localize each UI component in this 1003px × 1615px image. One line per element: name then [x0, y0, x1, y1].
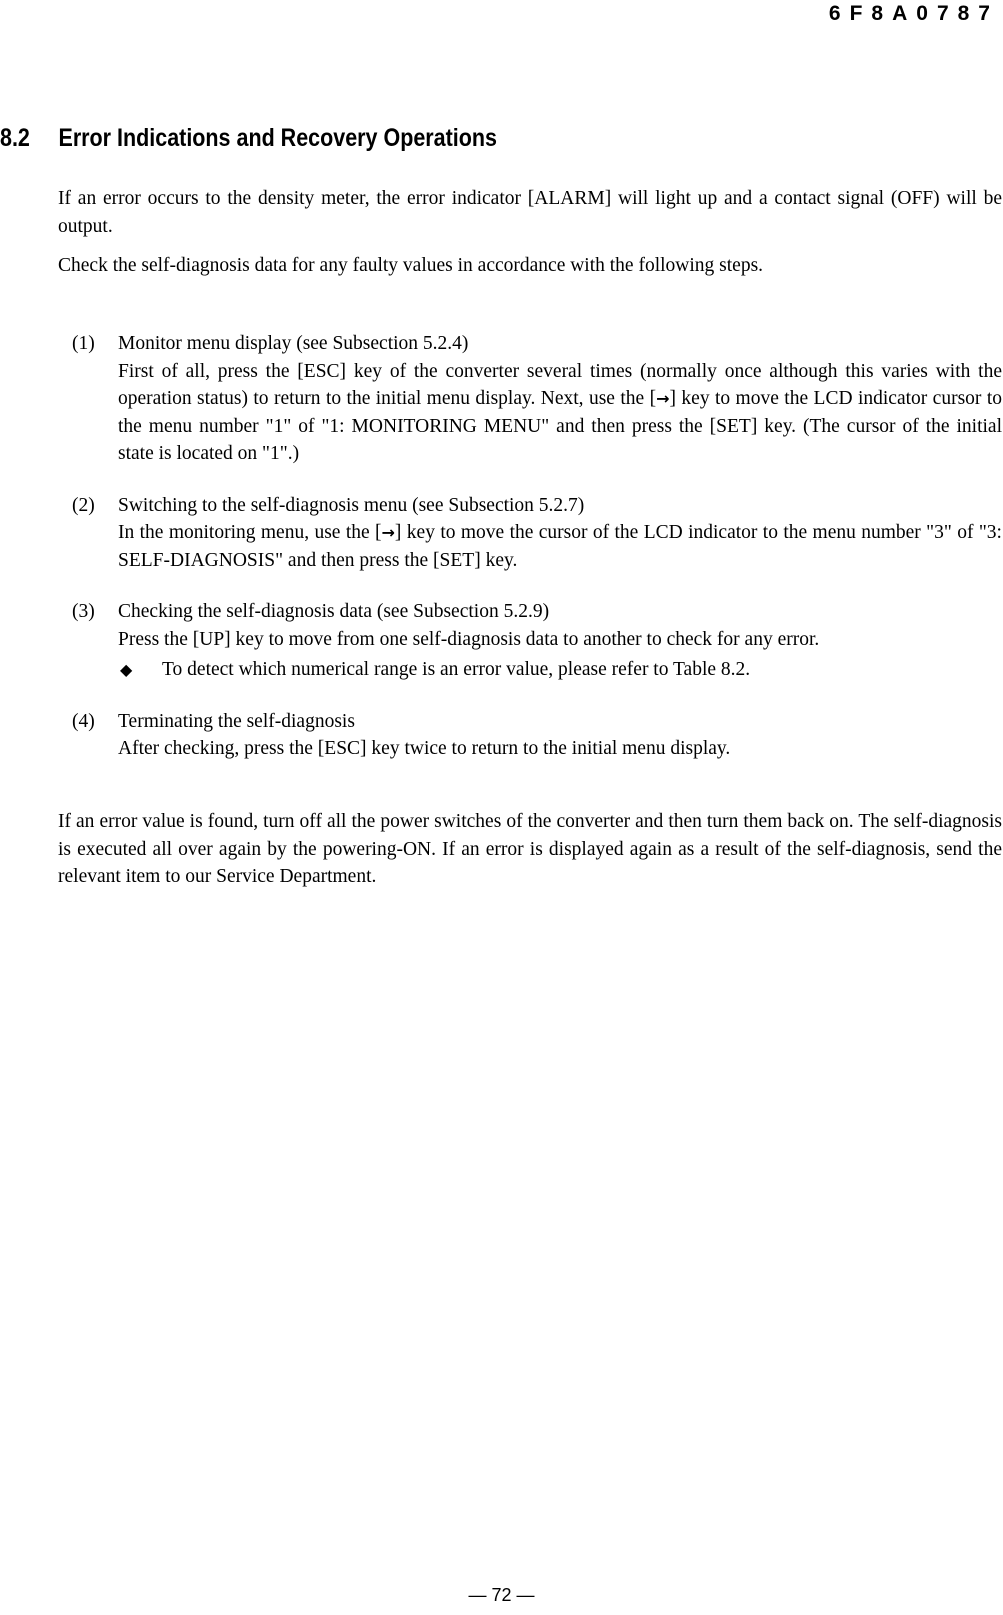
page-number: — 72 —	[468, 1585, 535, 1605]
step-2	[72, 492, 1002, 575]
step-4	[72, 708, 1002, 763]
closing-paragraph: If an error value is found, turn off all the power switches of the converter and then turn them back on. The self-diagnosis is executed all over again by the powering-ON. If an error is displayed again as a result of the self-diagnosis, send the relevant item to our Service Department.	[58, 811, 1002, 887]
step-1	[72, 330, 1002, 468]
section-heading	[0, 124, 497, 153]
step-body	[118, 519, 1002, 574]
step-number: (3)	[72, 601, 95, 622]
step-3	[72, 598, 1002, 684]
step-number: (2)	[72, 494, 95, 516]
step-body-text: ] key to move the cursor of the LCD indicator to the menu number "3" of "3: SELF-DIAGNOSIS" and then press the [SET] key.	[118, 522, 1002, 571]
step-note-text: To detect which numerical range is an error value, please refer to Table 8.2.	[162, 659, 751, 680]
step-number: (1)	[72, 333, 95, 354]
step-body: After checking, press the [ESC] key twice to return to the initial menu display.	[118, 738, 731, 759]
step-body: Press the [UP] key to move from one self-diagnosis data to another to check for any error.	[118, 628, 820, 650]
procedure-steps	[72, 330, 1002, 787]
section-title: Error Indications and Recovery Operations	[58, 124, 497, 152]
step-title: Switching to the self-diagnosis menu (see Subsection 5.2.7)	[118, 494, 585, 516]
step-title: Checking the self-diagnosis data (see Subsection 5.2.9)	[118, 601, 550, 622]
intro-paragraph-check: Check the self-diagnosis data for any faulty values in accordance with the following steps.	[58, 255, 764, 276]
step-body	[118, 358, 1002, 468]
step-body-text: ] key to move the LCD indicator cursor to the menu number "1" of "1: MONITORING MENU" and then press the [SET] key. (The cursor of the initial state is located on "1".)	[118, 388, 1002, 464]
step-body-text: First of all, press the [ESC] key of the converter several times (normally once although this varies with the operation status) to return to the initial menu display. Next, use the [	[118, 360, 1002, 409]
step-number: (4)	[72, 710, 95, 732]
right-arrow-icon: →	[381, 523, 395, 542]
step-note	[118, 656, 1002, 684]
step-body-text: In the monitoring menu, use the [	[118, 522, 382, 543]
document-code: 6F8A0787	[828, 2, 999, 25]
step-title: Monitor menu display (see Subsection 5.2.4)	[118, 333, 469, 354]
intro-paragraph-alarm: If an error occurs to the density meter, the error indicator [ALARM] will light up and a contact signal (OFF) will be output.	[58, 188, 1002, 237]
right-arrow-icon: →	[656, 389, 670, 408]
section-number: 8.2	[0, 124, 30, 152]
diamond-bullet-icon: ◆	[120, 660, 133, 679]
step-title: Terminating the self-diagnosis	[118, 710, 355, 732]
